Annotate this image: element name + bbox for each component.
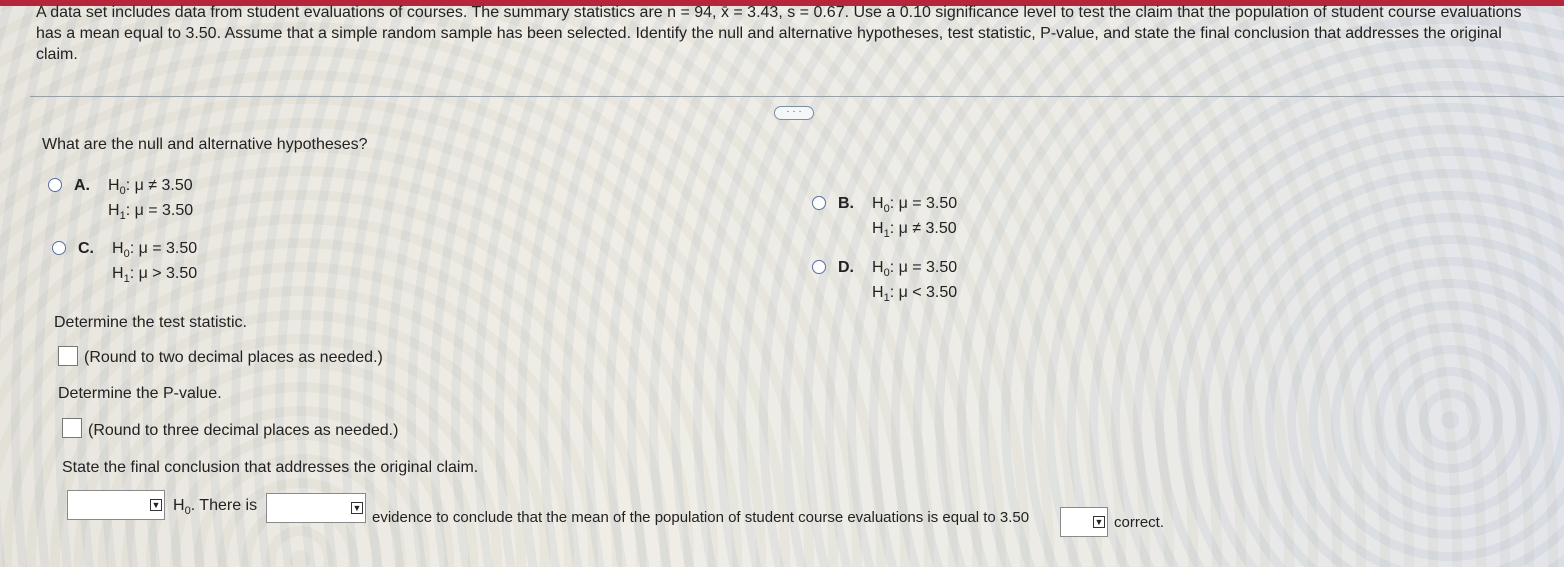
conclusion-prompt: State the final conclusion that addresses the original claim. — [62, 459, 479, 476]
option-d-radio[interactable] — [812, 260, 826, 274]
option-c-h0: $H_0$: μ = 3.50 — [112, 240, 198, 261]
option-a-h1: $H_1$: μ = 3.50 — [108, 202, 194, 223]
option-c-h1: $H_1$: μ > 3.50 — [112, 265, 198, 286]
correctness-dropdown[interactable] — [1060, 507, 1108, 537]
option-c-radio[interactable] — [52, 241, 66, 255]
option-b-radio[interactable] — [812, 196, 826, 210]
test-statistic-prompt: Determine the test statistic. — [54, 314, 247, 331]
p-value-hint: (Round to three decimal places as needed.) — [88, 422, 399, 439]
dropdown-arrow-icon[interactable]: ▼ — [1094, 517, 1104, 527]
option-d-h0: $H_0$: μ = 3.50 — [872, 259, 958, 280]
test-statistic-input[interactable] — [58, 346, 78, 366]
hypotheses-prompt: What are the null and alternative hypotheses? — [42, 136, 368, 153]
evidence-dropdown[interactable] — [266, 493, 366, 523]
expand-more-button[interactable]: · · · — [774, 106, 814, 120]
option-b[interactable] — [812, 195, 1012, 243]
decision-dropdown[interactable] — [67, 490, 165, 520]
option-a-h0: $H_0$: μ ≠ 3.50 — [108, 177, 193, 198]
question-line-3: claim. — [36, 46, 78, 63]
dropdown-arrow-icon[interactable]: ▼ — [151, 500, 161, 510]
option-b-h1: $H_1$: μ ≠ 3.50 — [872, 220, 957, 241]
test-statistic-hint: (Round to two decimal places as needed.) — [84, 349, 383, 366]
section-divider — [30, 96, 1564, 97]
option-a-radio[interactable] — [48, 178, 62, 192]
conclusion-end-text: correct. — [1114, 514, 1165, 531]
option-a[interactable] — [48, 177, 248, 225]
question-line-2: has a mean equal to 3.50. Assume that a simple random sample has been selected. Identify the null and alternative hypotheses, test statistic, P-value, and state the final conclusion that addresses the original — [36, 25, 1502, 42]
p-value-prompt: Determine the P-value. — [58, 385, 222, 402]
option-d-h1: $H_1$: μ < 3.50 — [872, 284, 958, 305]
option-c[interactable] — [52, 240, 252, 288]
option-c-letter: C. — [78, 240, 94, 257]
question-line-1: A data set includes data from student evaluations of courses. The summary statistics are n = 94, x̄ = 3.43, s = 0.67. Use a 0.10 significance level to test the claim that the population of student course evaluations — [36, 4, 1522, 21]
question-text — [36, 2, 1556, 65]
option-b-h0: $H_0$: μ = 3.50 — [872, 195, 958, 216]
conclusion-evidence-text: evidence to conclude that the mean of the population of student course evaluations is equal to 3.50 — [372, 509, 1030, 526]
conclusion-h0-text: $H_0$. There is — [173, 497, 258, 518]
option-a-letter: A. — [74, 177, 90, 194]
option-b-letter: B. — [838, 195, 854, 212]
option-d-letter: D. — [838, 259, 854, 276]
dropdown-arrow-icon[interactable]: ▼ — [352, 503, 362, 513]
option-d[interactable] — [812, 259, 1012, 307]
p-value-input[interactable] — [62, 418, 82, 438]
